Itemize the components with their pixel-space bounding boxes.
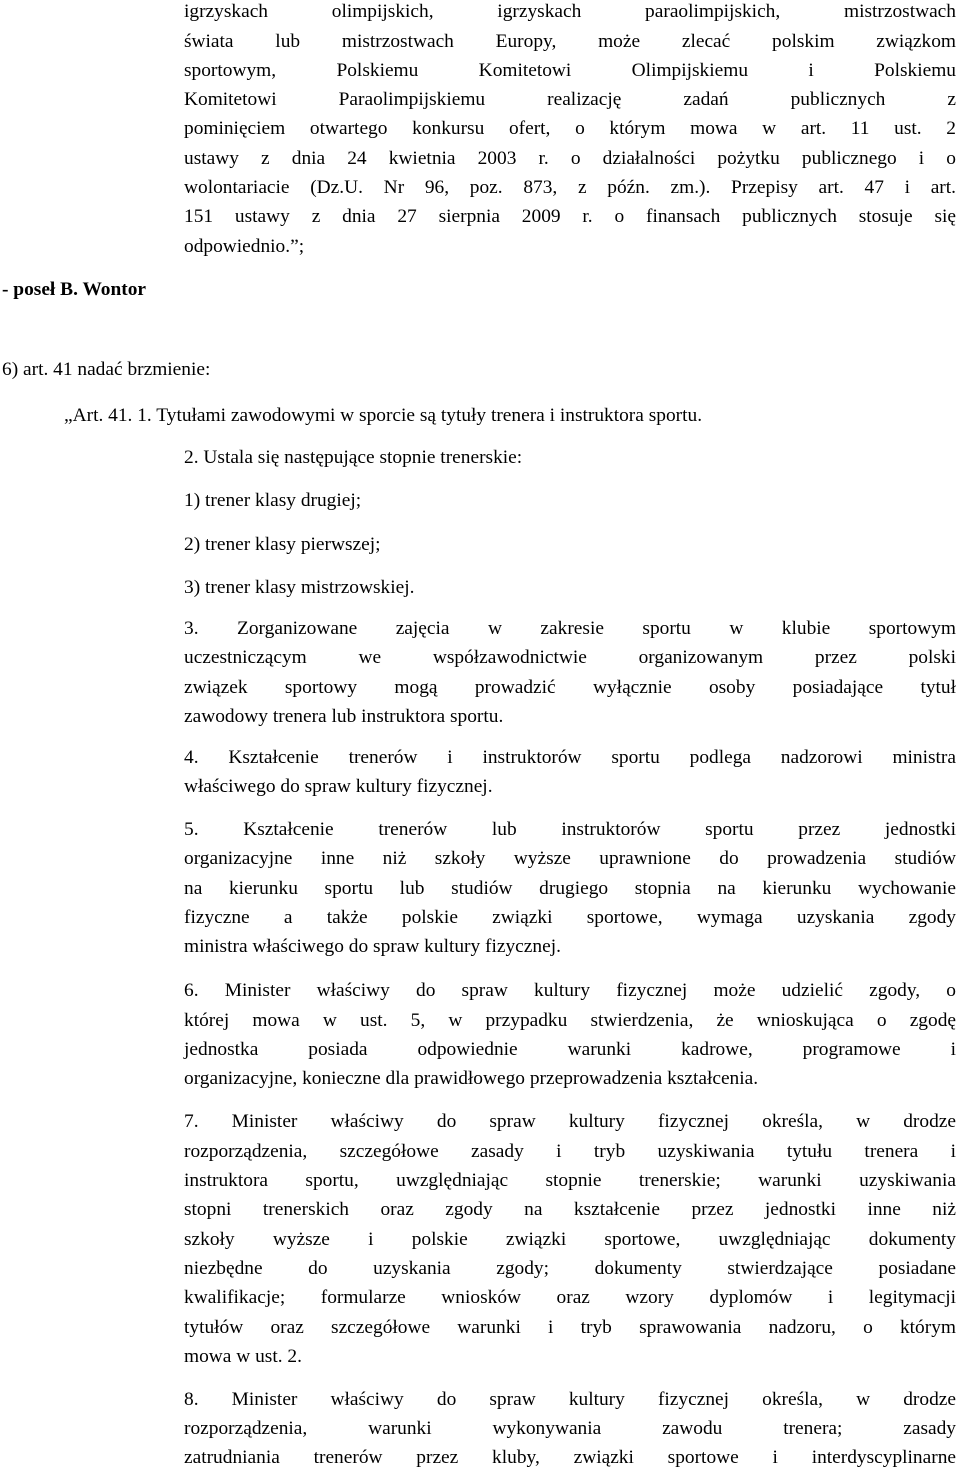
text-line: odpowiednio.”; <box>184 236 305 257</box>
text-line: niezbędne do uzyskania zgody; dokumenty stwierdzające posiadane <box>184 1258 956 1279</box>
text-line: ministra właściwego do spraw kultury fizycznej. <box>184 936 561 957</box>
text-line: mowa w ust. 2. <box>184 1346 302 1367</box>
speaker-label: - poseł B. Wontor <box>2 279 147 300</box>
text-line: igrzyskach olimpijskich, igrzyskach paraolimpijskich, mistrzostwach <box>184 1 956 22</box>
text-line: pominięciem otwartego konkursu ofert, o którym mowa w art. 11 ust. 2 <box>184 118 956 139</box>
text-line: 151 ustawy z dnia 27 sierpnia 2009 r. o finansach publicznych stosuje się <box>184 206 956 227</box>
text-line: kwalifikacje; formularze wniosków oraz wzory dyplomów i legitymacji <box>184 1287 956 1308</box>
text-line: jednostka posiada odpowiednie warunki kadrowe, programowe i <box>184 1039 956 1060</box>
text-line: tytułów oraz szczegółowe warunki i tryb sprawowania nadzoru, o którym <box>184 1317 956 1338</box>
text-line: której mowa w ust. 5, w przypadku stwierdzenia, że wnioskująca o zgodę <box>184 1010 956 1031</box>
text-line: zawodowy trenera lub instruktora sportu. <box>184 706 504 727</box>
text-line: świata lub mistrzostwach Europy, może zlecać polskim związkom <box>184 31 956 52</box>
text-line: rozporządzenia, warunki wykonywania zawodu trenera; zasady <box>184 1418 956 1439</box>
text-line: właściwego do spraw kultury fizycznej. <box>184 776 493 797</box>
article-heading: „Art. 41. 1. Tytułami zawodowymi w sporcie są tytuły trenera i instruktora sportu. <box>64 405 703 426</box>
text-line: 7. Minister właściwy do spraw kultury fizycznej określa, w drodze <box>184 1111 956 1132</box>
list-item: 1) trener klasy drugiej; <box>184 490 362 511</box>
text-line: sportowym, Polskiemu Komitetowi Olimpijskiemu i Polskiemu <box>184 60 956 81</box>
list-item: 3) trener klasy mistrzowskiej. <box>184 577 415 598</box>
text-line: ustawy z dnia 24 kwietnia 2003 r. o działalności pożytku publicznego i o <box>184 148 956 169</box>
text-line: instruktora sportu, uwzględniając stopnie trenerskie; warunki uzyskiwania <box>184 1170 956 1191</box>
list-item: 2) trener klasy pierwszej; <box>184 534 381 555</box>
text-line: rozporządzenia, szczegółowe zasady i tryb uzyskiwania tytułu trenera i <box>184 1141 956 1162</box>
text-line: związek sportowy mogą prowadzić wyłącznie osoby posiadające tytuł <box>184 677 956 698</box>
text-line: stopni trenerskich oraz zgody na kształcenie przez jednostki inne niż <box>184 1199 956 1220</box>
text-line: organizacyjne inne niż szkoły wyższe uprawnione do prowadzenia studiów <box>184 848 956 869</box>
text-line: na kierunku sportu lub studiów drugiego stopnia na kierunku wychowanie <box>184 878 956 899</box>
text-line: zatrudniania trenerów przez kluby, związki sportowe i interdyscyplinarne <box>184 1447 956 1468</box>
paragraph-2: 2. Ustala się następujące stopnie trenerskie: <box>184 447 523 468</box>
text-line: 4. Kształcenie trenerów i instruktorów sportu podlega nadzorowi ministra <box>184 747 956 768</box>
text-line: szkoły wyższe i polskie związki sportowe, uwzględniając dokumenty <box>184 1229 956 1250</box>
text-line: 3. Zorganizowane zajęcia w zakresie sportu w klubie sportowym <box>184 618 956 639</box>
text-line: 8. Minister właściwy do spraw kultury fizycznej określa, w drodze <box>184 1389 956 1410</box>
text-line: organizacyjne, konieczne dla prawidłowego przeprowadzenia kształcenia. <box>184 1068 759 1089</box>
text-line: wolontariacie (Dz.U. Nr 96, poz. 873, z późn. zm.). Przepisy art. 47 i art. <box>184 177 956 198</box>
text-line: 6. Minister właściwy do spraw kultury fizycznej może udzielić zgody, o <box>184 980 956 1001</box>
text-line: Komitetowi Paraolimpijskiemu realizację zadań publicznych z <box>184 89 956 110</box>
text-line: uczestniczącym we współzawodnictwie organizowanym przez polski <box>184 647 956 668</box>
amendment-intro: 6) art. 41 nadać brzmienie: <box>2 359 211 380</box>
text-line: fizyczne a także polskie związki sportowe, wymaga uzyskania zgody <box>184 907 956 928</box>
text-line: 5. Kształcenie trenerów lub instruktorów sportu przez jednostki <box>184 819 956 840</box>
